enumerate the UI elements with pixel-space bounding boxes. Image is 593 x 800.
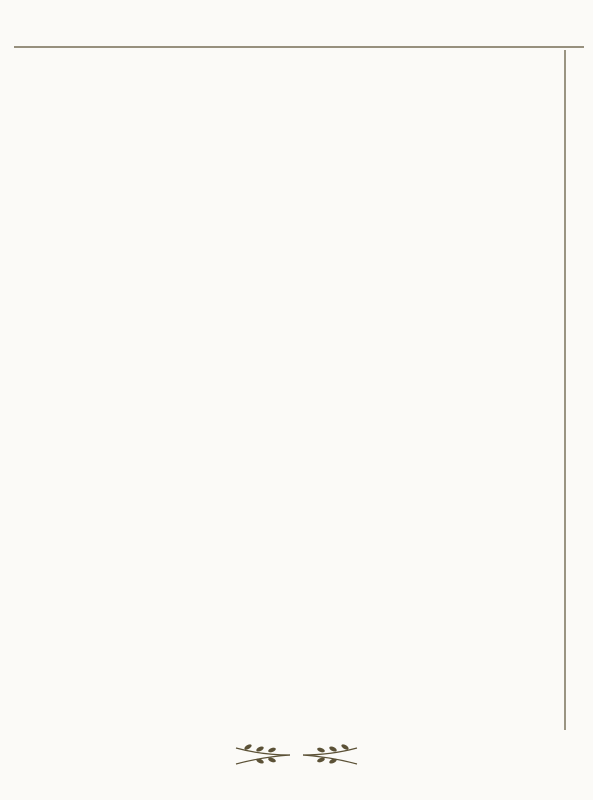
footer-leaf-left-icon [232, 744, 292, 766]
ornamental-border-right-icon [555, 50, 575, 730]
footer-leaf-right-icon [301, 744, 361, 766]
ornamental-border-top-icon [14, 36, 584, 58]
